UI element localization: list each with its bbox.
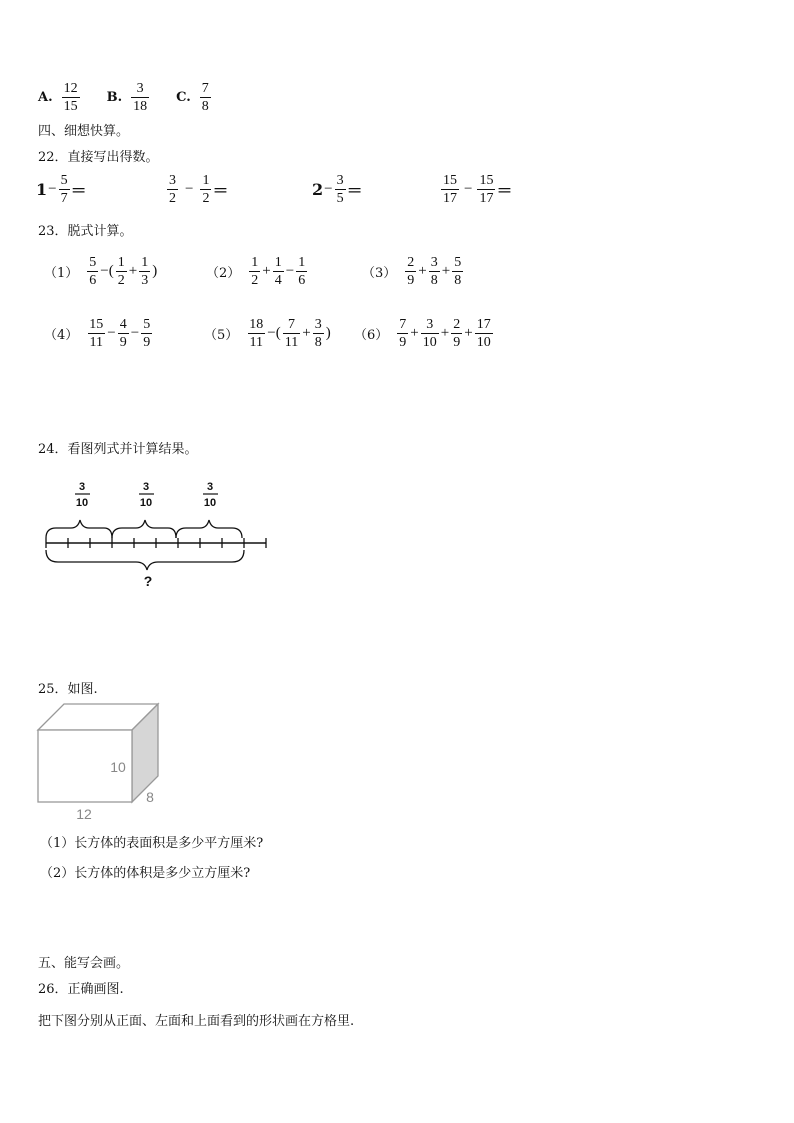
segment-3-numerator: 3 bbox=[206, 481, 214, 493]
q22-item-1: 1 − $\frac{5}{7}$ ＝ bbox=[36, 173, 87, 206]
q23-problem-5: （5） $\frac{18}{11}$ −( $\frac{7}{11}$ + $\frac{3}{8}$ ) bbox=[204, 317, 331, 350]
q24-number-line-diagram bbox=[36, 476, 276, 592]
segment-1-brace bbox=[46, 520, 112, 538]
height-label: 10 bbox=[110, 759, 126, 775]
option-c-fraction: $\frac{7}{8}$ bbox=[201, 81, 209, 114]
q25-title: 25．如图. bbox=[38, 682, 98, 697]
q23-problem-2: （2） $\frac{1}{2}$ + $\frac{1}{4}$ − $\frac{1}{6}$ bbox=[206, 255, 306, 288]
q22-item-4: $\frac{15}{17}$ − $\frac{15}{17}$ ＝ bbox=[443, 173, 513, 206]
option-b-label: B. bbox=[106, 90, 123, 105]
q23-title: 23．脱式计算。 bbox=[38, 224, 133, 239]
width-label: 8 bbox=[146, 789, 154, 805]
q22-title: 22．直接写出得数。 bbox=[38, 150, 159, 165]
q23-problem-4: （4） $\frac{15}{11}$ − $\frac{4}{9}$ − $\frac{5}{9}$ bbox=[44, 317, 151, 350]
segment-2-denominator: 10 bbox=[139, 497, 153, 509]
segment-1-numerator: 3 bbox=[78, 481, 86, 493]
section-4-heading: 四、细想快算。 bbox=[38, 124, 130, 139]
q23-problem-6: （6） $\frac{7}{9}$ + $\frac{3}{10}$ + $\frac{2}{9}$ + $\frac{17}{10}$ bbox=[354, 317, 491, 350]
option-a-fraction: $\frac{12}{15}$ bbox=[63, 81, 78, 114]
total-brace bbox=[46, 550, 244, 570]
q23-problem-1: （1） $\frac{5}{6}$ −( $\frac{1}{2}$ + $\frac{1}{3}$ ) bbox=[44, 255, 158, 288]
length-label: 12 bbox=[76, 806, 92, 822]
segment-2-brace bbox=[112, 520, 176, 538]
segment-1-denominator: 10 bbox=[75, 497, 89, 509]
section-5-heading: 五、能写会画。 bbox=[38, 956, 130, 971]
segment-2-numerator: 3 bbox=[142, 481, 150, 493]
option-a-label: A. bbox=[38, 90, 53, 105]
q25-subquestion-1: （1）长方体的表面积是多少平方厘米? bbox=[40, 836, 264, 851]
option-c-label: C. bbox=[176, 90, 191, 105]
segment-3-denominator: 10 bbox=[203, 497, 217, 509]
q23-problem-3: （3） $\frac{2}{9}$ + $\frac{3}{8}$ + $\frac{5}{8}$ bbox=[362, 255, 462, 288]
q25-cuboid-diagram bbox=[36, 702, 166, 824]
q26-title: 26．正确画图. bbox=[38, 982, 124, 997]
q22-item-3: 2 − $\frac{3}{5}$ ＝ bbox=[312, 173, 363, 206]
total-question-mark: ? bbox=[143, 573, 153, 589]
q24-title: 24．看图列式并计算结果。 bbox=[38, 442, 198, 457]
q26-instruction: 把下图分别从正面、左面和上面看到的形状画在方格里. bbox=[38, 1014, 355, 1029]
segment-3-brace bbox=[176, 520, 242, 538]
q22-item-2: $\frac{3}{2}$ − $\frac{1}{2}$ ＝ bbox=[169, 173, 229, 206]
q21-options bbox=[38, 80, 212, 115]
q25-subquestion-2: （2）长方体的体积是多少立方厘米? bbox=[40, 866, 251, 881]
option-b-fraction: $\frac{3}{18}$ bbox=[133, 81, 148, 114]
